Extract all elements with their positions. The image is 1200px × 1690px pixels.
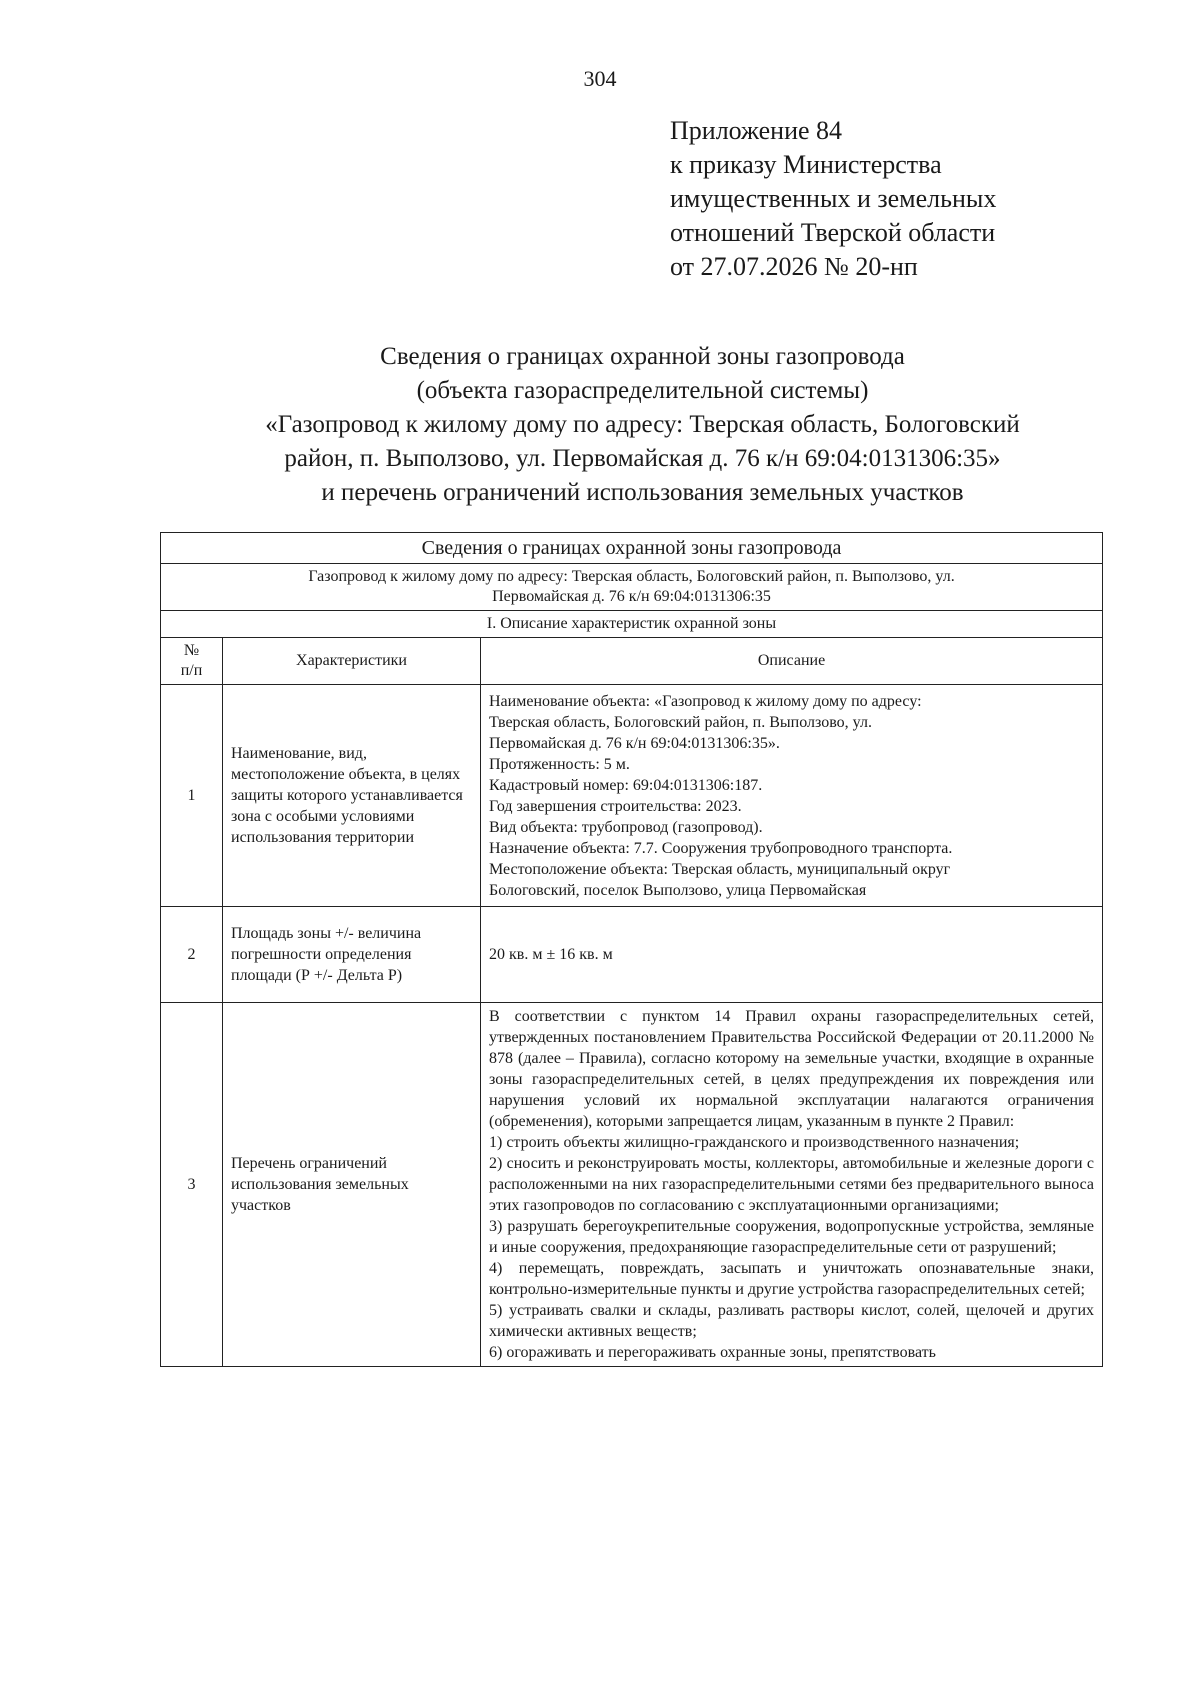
description-line: Год завершения строительства: 2023. <box>489 797 742 815</box>
row-description: 20 кв. м ± 16 кв. м <box>481 907 1103 1003</box>
appendix-line: Приложение 84 <box>670 116 843 145</box>
row-characteristic: Площадь зоны +/- величина погрешности определения площади (Р +/- Дельта Р) <box>223 907 481 1003</box>
row-number: 1 <box>161 685 223 907</box>
document-title <box>150 340 1135 510</box>
col-num-symbol: № <box>183 642 200 659</box>
appendix-line: отношений Тверской области <box>670 218 996 247</box>
description-paragraph: 5) устраивать свалки и склады, разливать растворы кислот, солей, щелочей и других химически активных веществ; <box>489 1302 1095 1340</box>
section-title: I. Описание характеристик охранной зоны <box>161 611 1103 638</box>
description-line: Протяженность: 5 м. <box>489 755 630 773</box>
description-line: Кадастровый номер: 69:04:0131306:187. <box>489 776 763 794</box>
row-number: 2 <box>161 907 223 1003</box>
description-paragraph: В соответствии с пунктом 14 Правил охраны газораспределительных сетей, утвержденных постановлением Правительства Российской Федерации от 20.11.2000 № 878 (далее – Правила), согласно которому на земельные участки, входящие в охранные зоны газораспределительных сетей, в целях предупреждения их повреждения или нарушения условий их нормальной эксплуатации налагаются ограничения (обременения), которыми запрещается лицам, указанным в пункте 2 Правил: <box>489 1008 1095 1130</box>
column-header-num <box>161 638 223 685</box>
row-characteristic: Перечень ограничений использования земельных участков <box>223 1003 481 1367</box>
description-line: Вид объекта: трубопровод (газопровод). <box>489 818 763 836</box>
table-object-name <box>161 564 1103 611</box>
appendix-block <box>670 114 996 284</box>
description-paragraph: 2) сносить и реконструировать мосты, коллекторы, автомобильные и железные дороги с расположенными на них газораспределительными сетями без предварительного выноса этих газопроводов по согласованию с эксплуатационными организациями; <box>489 1155 1095 1214</box>
title-line: и перечень ограничений использования земельных участков <box>321 479 964 506</box>
row-number: 3 <box>161 1003 223 1367</box>
row-description <box>481 1003 1103 1367</box>
table-header-main: Сведения о границах охранной зоны газопровода <box>161 533 1103 564</box>
description-line: Наименование объекта: «Газопровод к жилому дому по адресу: <box>489 692 922 710</box>
column-header-description: Описание <box>481 638 1103 685</box>
object-name-line: Газопровод к жилому дому по адресу: Тверская область, Бологовский район, п. Выползово, ул. <box>308 568 955 585</box>
description-line: Первомайская д. 76 к/н 69:04:0131306:35». <box>489 734 780 752</box>
description-line: Бологовский, поселок Выползово, улица Первомайская <box>489 881 867 899</box>
description-paragraph: 4) перемещать, повреждать, засыпать и уничтожать опознавательные знаки, контрольно-измерительные пункты и другие устройства газораспределительных сетей; <box>489 1260 1095 1298</box>
table-object-row <box>161 564 1103 611</box>
table-row <box>161 907 1103 1003</box>
title-line: Сведения о границах охранной зоны газопровода <box>380 343 905 370</box>
description-paragraph: 6) огораживать и перегораживать охранные зоны, препятствовать <box>489 1344 936 1361</box>
table-row <box>161 685 1103 907</box>
table-header-row <box>161 533 1103 564</box>
title-line: район, п. Выползово, ул. Первомайская д. 76 к/н 69:04:0131306:35» <box>284 445 1001 472</box>
description-paragraph: 3) разрушать берегоукрепительные сооружения, водопропускные устройства, земляные и иные сооружения, предохраняющие газораспределительные сети от разрушений; <box>489 1218 1095 1256</box>
description-line: Местоположение объекта: Тверская область, муниципальный округ <box>489 860 951 878</box>
row-characteristic: Наименование, вид, местоположение объекта, в целях защиты которого устанавливается зона с особыми условиями использования территории <box>223 685 481 907</box>
row-description <box>481 685 1103 907</box>
table-section-row <box>161 611 1103 638</box>
page-number: 304 <box>583 66 617 91</box>
description-line: Тверская область, Бологовский район, п. Выползово, ул. <box>489 713 872 731</box>
description-paragraph: 1) строить объекты жилищно-гражданского и производственного назначения; <box>489 1134 1020 1151</box>
column-header-characteristics: Характеристики <box>223 638 481 685</box>
appendix-line: от 27.07.2026 № 20-нп <box>670 252 918 281</box>
appendix-line: к приказу Министерства <box>670 150 942 179</box>
object-name-line: Первомайская д. 76 к/н 69:04:0131306:35 <box>492 588 771 605</box>
column-header-row <box>161 638 1103 685</box>
title-line: (объекта газораспределительной системы) <box>416 377 869 404</box>
description-line: Назначение объекта: 7.7. Сооружения трубопроводного транспорта. <box>489 839 953 857</box>
col-num-abbrev: п/п <box>180 662 203 679</box>
appendix-line: имущественных и земельных <box>670 184 997 213</box>
protection-zone-table <box>160 532 1103 1367</box>
table-row <box>161 1003 1103 1367</box>
title-line: «Газопровод к жилому дому по адресу: Тверская область, Бологовский <box>265 411 1020 438</box>
